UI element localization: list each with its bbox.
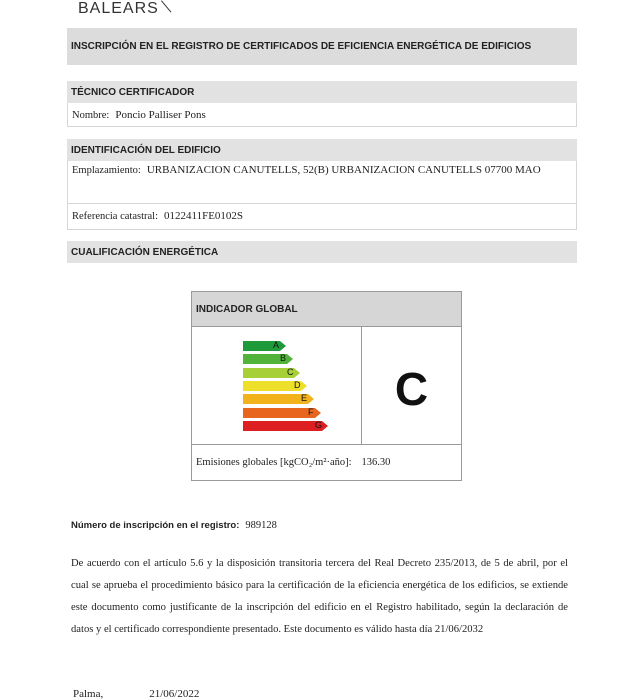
energy-bar-letter: D: [294, 379, 301, 390]
nombre-row: [67, 103, 577, 127]
justificacion-paragraph: De acuerdo con el artículo 5.6 y la disposición transitoria tercera del Real Decreto 235/2013, de 5 de abril, por el cual se aprueba el procedimiento básico para la certificación de la eficiencia energética de los edificios, se extiende este documento como justificante de la inscripción del edificio en el Registro habilitado, según la declaración de datos y el certificado correspondiente presentado. Este documento es válido hasta día 21/06/2032: [71, 558, 568, 635]
nombre-label: Nombre:: [72, 110, 110, 121]
emplazamiento-row: [67, 161, 577, 204]
energy-bar-letter: G: [315, 419, 323, 430]
energy-bar-letter: C: [287, 366, 294, 377]
rating-cell: [362, 327, 461, 444]
firma-line: [73, 688, 199, 700]
energy-bar-letter: A: [273, 340, 280, 350]
emisiones-value: 136.30: [361, 457, 391, 468]
referencia-row: [67, 204, 577, 230]
energy-bar-letter: E: [301, 393, 308, 404]
document-title: INSCRIPCIÓN EN EL REGISTRO DE CERTIFICADOS DE EFICIENCIA ENERGÉTICA DE EDIFICIOS: [67, 28, 577, 65]
indicador-global-box: [191, 291, 462, 481]
referencia-value: 0122411FE0102S: [163, 210, 244, 222]
tecnico-heading: TÉCNICO CERTIFICADOR: [67, 81, 577, 103]
emisiones-row: [192, 445, 461, 480]
registro-line: [71, 520, 277, 531]
firma-fecha: 21/06/2022: [149, 688, 200, 700]
energy-bar-letter: F: [308, 406, 314, 417]
indicador-body: [192, 327, 461, 445]
nombre-value: Poncio Palliser Pons: [115, 109, 206, 121]
energy-scale: [192, 327, 362, 444]
registro-value: 989128: [245, 520, 277, 531]
logo-text: BALEARS: [78, 0, 159, 17]
emisiones-label: Emisiones globales [kgCO₂/m²·año]:: [196, 457, 352, 468]
indicador-heading: INDICADOR GLOBAL: [192, 292, 461, 327]
referencia-label: Referencia catastral:: [72, 211, 158, 222]
logo-slash-icon: [159, 0, 171, 14]
edificio-heading: IDENTIFICACIÓN DEL EDIFICIO: [67, 139, 577, 161]
energy-bar-letter: B: [280, 353, 287, 364]
cualificacion-heading: CUALIFICACIÓN ENERGÉTICA: [67, 241, 577, 263]
firma-lugar: Palma,: [73, 688, 104, 700]
emplazamiento-value: URBANIZACION CANUTELLS, 52(B) URBANIZACION CANUTELLS 07700 MAO: [146, 164, 541, 176]
rating-letter: C: [394, 362, 429, 415]
registro-label: Número de inscripción en el registro:: [71, 520, 240, 531]
balears-logo: [78, 0, 171, 18]
emplazamiento-label: Emplazamiento:: [72, 165, 141, 176]
